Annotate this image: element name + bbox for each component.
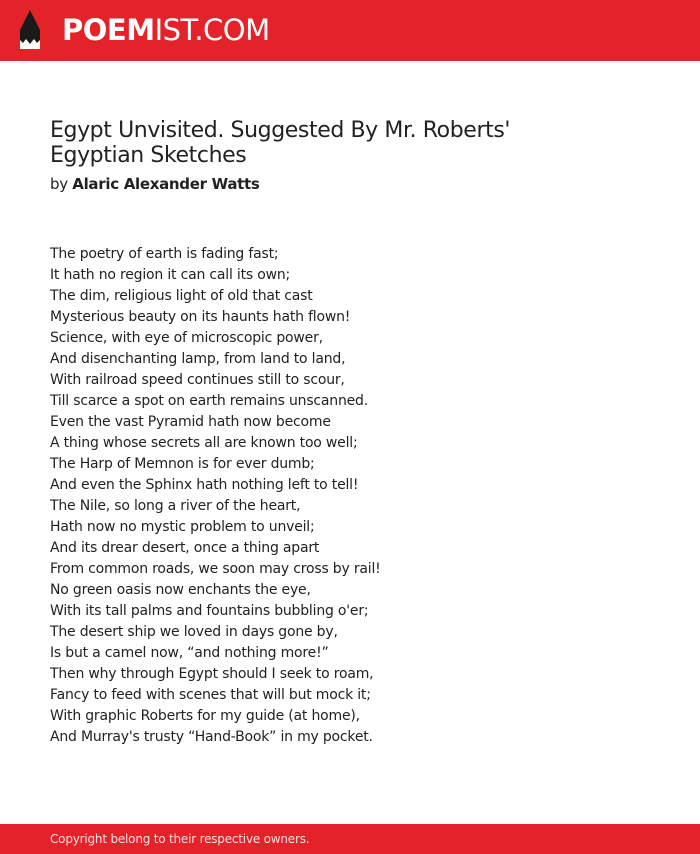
poem-line: Is but a camel now, “and nothing more!” (50, 645, 329, 661)
poem-title: Egypt Unvisited. Suggested By Mr. Roberts' Egyptian Sketches (50, 118, 511, 168)
poem-line: From common roads, we soon may cross by rail! (50, 561, 381, 577)
poem-line: The Harp of Memnon is for ever dumb; (50, 456, 315, 472)
site-header (0, 0, 700, 61)
site-logo[interactable] (62, 13, 270, 47)
site-footer (0, 824, 700, 854)
poem-line: It hath no region it can call its own; (50, 267, 291, 283)
poem-line: With its tall palms and fountains bubbling o'er; (50, 603, 369, 619)
poem-line: With graphic Roberts for my guide (at home), (50, 708, 360, 724)
poem-line: A thing whose secrets all are known too well; (50, 435, 358, 451)
poem-body (50, 244, 381, 748)
poem-line: Till scarce a spot on earth remains unscanned. (50, 393, 368, 409)
poem-line: And Murray's trusty “Hand-Book” in my pocket. (50, 729, 373, 745)
poem-line: Hath now no mystic problem to unveil; (50, 519, 315, 535)
byline-prefix: by (50, 175, 68, 193)
poem-line: The poetry of earth is fading fast; (50, 246, 279, 262)
poem-line: Science, with eye of microscopic power, (50, 330, 323, 346)
pen-nib-logo-icon[interactable] (18, 10, 42, 51)
poem-line: Fancy to feed with scenes that will but mock it; (50, 687, 371, 703)
poem-line: The Nile, so long a river of the heart, (50, 498, 301, 514)
author-name: Alaric Alexander Watts (72, 175, 260, 193)
poem-line: The desert ship we loved in days gone by, (50, 624, 338, 640)
copyright-notice: Copyright belong to their respective owners. (50, 832, 310, 846)
poem-line: The dim, religious light of old that cast (50, 288, 313, 304)
poem-line: Then why through Egypt should I seek to roam, (50, 666, 374, 682)
poem-line: And its drear desert, once a thing apart (50, 540, 320, 556)
logo-text-strong: POEM (62, 13, 155, 47)
poem-line: And disenchanting lamp, from land to land, (50, 351, 346, 367)
byline (50, 174, 260, 194)
poem-line: Even the vast Pyramid hath now become (50, 414, 331, 430)
poem-line: With railroad speed continues still to scour, (50, 372, 345, 388)
poem-line: Mysterious beauty on its haunts hath flown! (50, 309, 351, 325)
logo-text-light: IST.COM (154, 13, 270, 47)
poem-line: No green oasis now enchants the eye, (50, 582, 311, 598)
poem-line: And even the Sphinx hath nothing left to tell! (50, 477, 359, 493)
